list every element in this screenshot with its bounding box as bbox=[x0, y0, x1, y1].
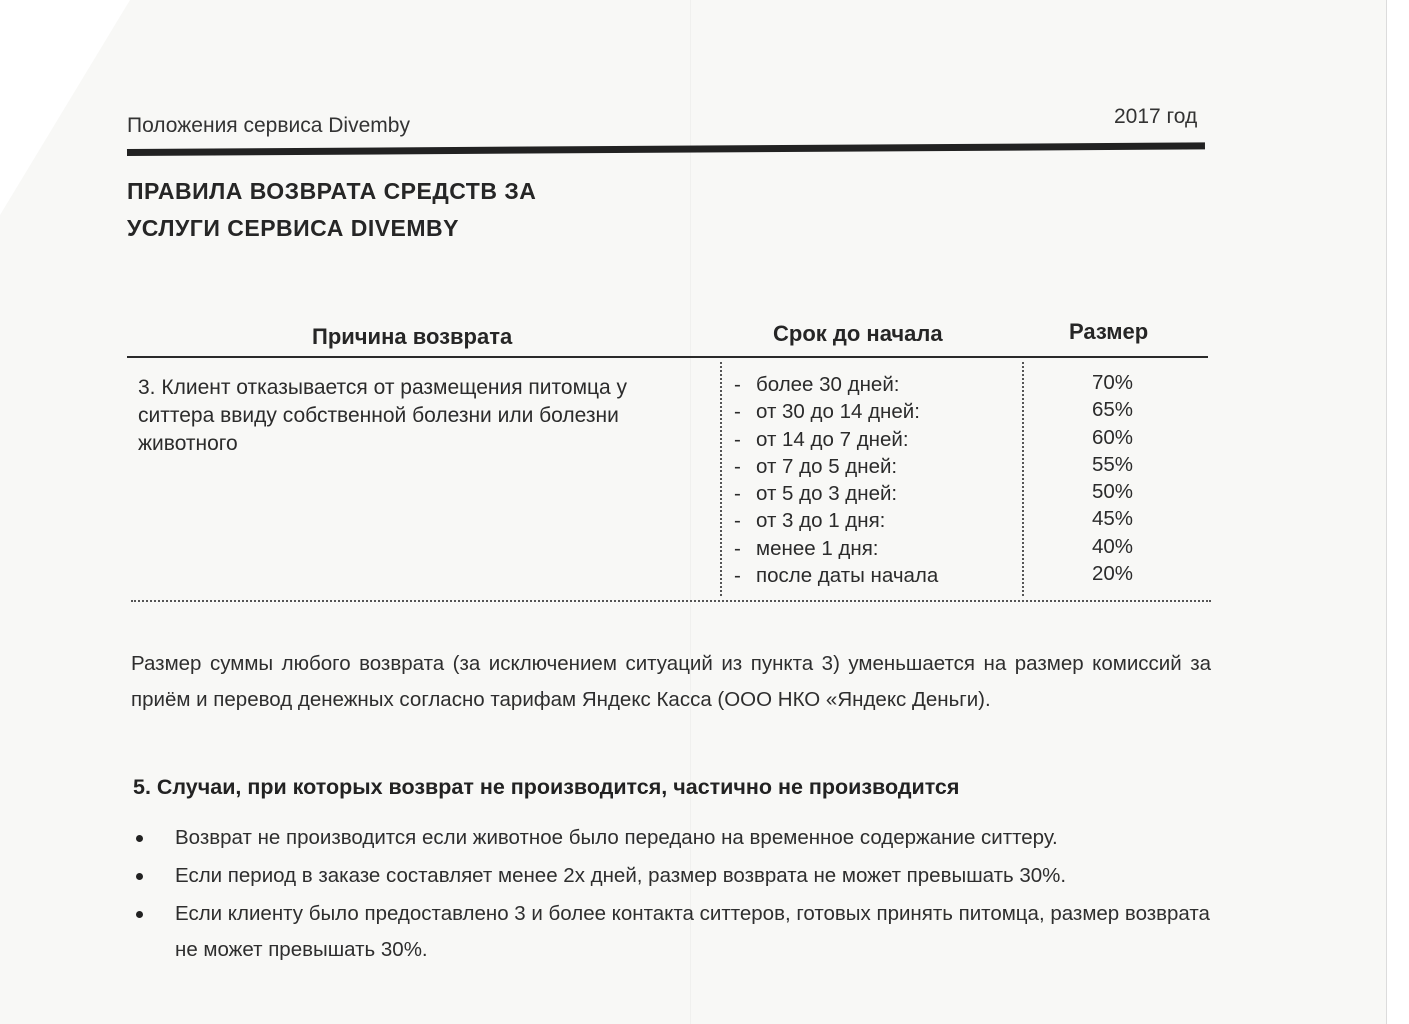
list-item bbox=[130, 858, 1220, 894]
list-item bbox=[734, 371, 938, 398]
term-value: после даты начала bbox=[756, 564, 939, 588]
commission-note: Размер суммы любого возврата (за исключением ситуаций из пункта 3) уменьшается на размер комиссий за приём и перевод денежных согласно тарифам Яндекс Касса (ООО НКО «Яндекс Деньги). bbox=[131, 652, 1211, 711]
list-item bbox=[734, 398, 938, 425]
size-value: 70% bbox=[1092, 371, 1134, 394]
dash-marker: - bbox=[734, 454, 741, 478]
section-5-bullets bbox=[130, 820, 1220, 970]
list-item bbox=[734, 562, 938, 589]
bullet-text: Если период в заказе составляет менее 2х дней, размер возврата не может превышать 30%. bbox=[175, 864, 1067, 887]
bullet-text: Если клиенту было предоставлено 3 и более контакта ситтеров, готовых принять питомца, размер возврата не может превышать 30%. bbox=[175, 902, 1210, 961]
size-value: 20% bbox=[1092, 562, 1134, 586]
bullet-icon bbox=[136, 873, 143, 880]
size-value: 55% bbox=[1092, 452, 1134, 476]
list-item bbox=[734, 453, 938, 480]
section-5-title: 5. Случаи, при которых возврат не производится, частично не производится bbox=[133, 775, 960, 799]
bullet-text: Возврат не производится если животное было передано на временное содержание ситтеру. bbox=[175, 826, 1058, 849]
list-item bbox=[734, 480, 938, 507]
column-header-reason: Причина возврата bbox=[312, 324, 513, 349]
page-title bbox=[127, 173, 647, 247]
list-item bbox=[734, 535, 938, 562]
term-value: от 14 до 7 дней: bbox=[756, 427, 909, 451]
list-item bbox=[734, 426, 938, 453]
bullet-icon bbox=[136, 911, 143, 918]
term-value: более 30 дней: bbox=[756, 373, 900, 396]
size-value: 60% bbox=[1092, 425, 1134, 449]
page-corner-fold bbox=[0, 0, 130, 215]
list-item bbox=[130, 820, 1220, 856]
page-title-line-1: ПРАВИЛА ВОЗВРАТА СРЕДСТВ ЗА bbox=[127, 178, 537, 204]
table-cell-reason: 3. Клиент отказывается от размещения питомца у ситтера ввиду собственной болезни или болезни животного bbox=[138, 376, 628, 455]
column-divider bbox=[1022, 362, 1024, 596]
column-header-size: Размер bbox=[1069, 319, 1149, 344]
dash-marker: - bbox=[734, 509, 741, 533]
size-value: 40% bbox=[1092, 534, 1134, 558]
document-header-year: 2017 год bbox=[1114, 105, 1198, 128]
size-list bbox=[1092, 369, 1133, 587]
size-value: 45% bbox=[1092, 507, 1134, 531]
bullet-icon bbox=[136, 835, 143, 842]
list-item bbox=[130, 896, 1220, 968]
dash-marker: - bbox=[734, 400, 741, 424]
header-rule bbox=[127, 142, 1205, 156]
page-title-line-2: УСЛУГИ СЕРВИСА DIVEMBY bbox=[127, 215, 460, 241]
list-item bbox=[734, 507, 938, 534]
column-header-term: Срок до начала bbox=[773, 321, 943, 346]
size-value: 50% bbox=[1092, 480, 1134, 504]
table-header-rule bbox=[127, 356, 1208, 358]
dash-marker: - bbox=[734, 373, 741, 396]
term-value: от 7 до 5 дней: bbox=[756, 454, 898, 478]
dash-marker: - bbox=[734, 536, 741, 560]
term-value: от 3 до 1 дня: bbox=[756, 509, 886, 533]
document-header-title: Положения сервиса Divemby bbox=[127, 114, 410, 137]
dash-marker: - bbox=[734, 427, 741, 451]
table-bottom-rule bbox=[131, 600, 1211, 602]
term-value: менее 1 дня: bbox=[756, 536, 879, 560]
term-list bbox=[734, 371, 938, 589]
size-value: 65% bbox=[1092, 398, 1134, 422]
term-value: от 30 до 14 дней: bbox=[756, 400, 920, 424]
dash-marker: - bbox=[734, 482, 741, 506]
page-right-edge bbox=[1386, 0, 1409, 1024]
column-divider bbox=[720, 362, 722, 596]
term-value: от 5 до 3 дней: bbox=[756, 482, 898, 506]
dash-marker: - bbox=[734, 564, 741, 588]
